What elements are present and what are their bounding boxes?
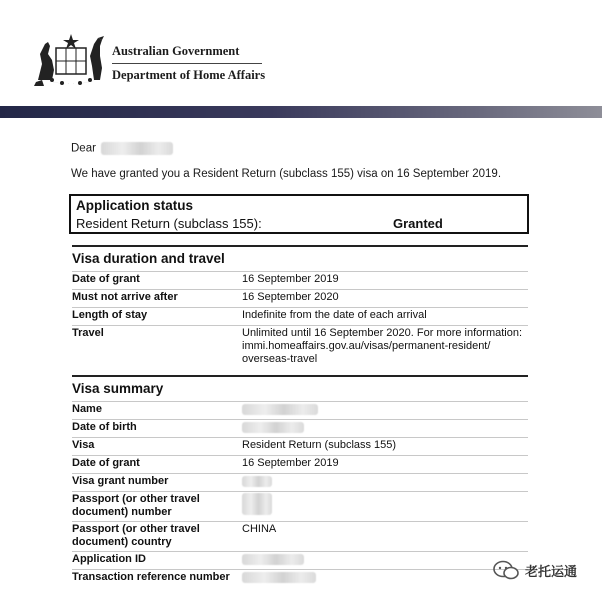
row-value xyxy=(242,571,528,585)
table-row xyxy=(72,307,528,325)
salutation xyxy=(71,142,173,155)
redacted-value xyxy=(242,493,272,515)
application-status-box xyxy=(69,194,529,234)
row-value xyxy=(242,475,528,489)
row-value xyxy=(242,493,528,519)
row-key: Date of grant xyxy=(72,457,140,469)
row-key: Name xyxy=(72,403,102,415)
department-name: Department of Home Affairs xyxy=(112,68,266,82)
row-value: 16 September 2019 xyxy=(242,273,339,285)
letter-body xyxy=(0,118,602,595)
visa-summary-title: Visa summary xyxy=(72,381,164,396)
row-value: 16 September 2020 xyxy=(242,291,339,303)
redacted-value xyxy=(242,554,304,565)
application-status-value: Granted xyxy=(393,216,443,231)
government-name: Australian Government xyxy=(112,44,262,64)
grant-sentence: We have granted you a Resident Return (subclass 155) visa on 16 September 2019. xyxy=(71,168,502,180)
row-key: Date of grant xyxy=(72,273,140,285)
row-value xyxy=(242,421,528,435)
row-key: Passport (or other travel document) number xyxy=(72,493,200,518)
table-row xyxy=(72,271,528,289)
application-status-title: Application status xyxy=(76,198,194,213)
row-key: Length of stay xyxy=(72,309,148,321)
redacted-value xyxy=(242,572,316,583)
row-value xyxy=(242,553,528,567)
table-row xyxy=(72,473,528,491)
table-row xyxy=(72,437,528,455)
table-row xyxy=(72,325,528,368)
salutation-text: Dear xyxy=(71,142,96,155)
row-key: Must not arrive after xyxy=(72,291,178,303)
row-value: Unlimited until 16 September 2020. For more information: immi.homeaffairs.gov.au/visas/permanent-resident/ overseas-travel xyxy=(242,327,523,365)
table-row xyxy=(72,491,528,521)
row-key: Transaction reference number xyxy=(72,571,230,583)
row-key: Passport (or other travel document) country xyxy=(72,523,200,548)
redacted-value xyxy=(242,422,304,433)
row-value: Resident Return (subclass 155) xyxy=(242,439,397,451)
letterhead xyxy=(0,0,602,118)
visa-summary-section xyxy=(72,375,528,587)
table-row xyxy=(72,419,528,437)
watermark xyxy=(493,560,577,580)
table-row xyxy=(72,401,528,419)
row-value: Indefinite from the date of each arrival xyxy=(242,309,427,321)
visa-duration-title: Visa duration and travel xyxy=(72,251,225,266)
row-key: Application ID xyxy=(72,553,146,565)
coat-of-arms-icon xyxy=(32,30,110,88)
row-key: Visa grant number xyxy=(72,475,169,487)
row-value xyxy=(242,403,528,417)
row-value: 16 September 2019 xyxy=(242,457,339,469)
row-key: Travel xyxy=(72,327,104,339)
table-row xyxy=(72,551,528,569)
visa-duration-section xyxy=(72,245,528,368)
row-value: CHINA xyxy=(242,523,277,535)
agency-name-block xyxy=(112,44,265,83)
redacted-value xyxy=(242,404,318,415)
table-row xyxy=(72,569,528,587)
redacted-name xyxy=(101,142,173,155)
header-divider-bar xyxy=(0,106,602,118)
table-row xyxy=(72,289,528,307)
redacted-value xyxy=(242,476,272,487)
table-row xyxy=(72,521,528,551)
table-row xyxy=(72,455,528,473)
row-key: Date of birth xyxy=(72,421,137,433)
row-key: Visa xyxy=(72,439,95,451)
watermark-text: 老托运通 xyxy=(525,563,578,579)
application-status-label: Resident Return (subclass 155): xyxy=(76,216,262,231)
wechat-official-account-icon xyxy=(493,560,519,580)
